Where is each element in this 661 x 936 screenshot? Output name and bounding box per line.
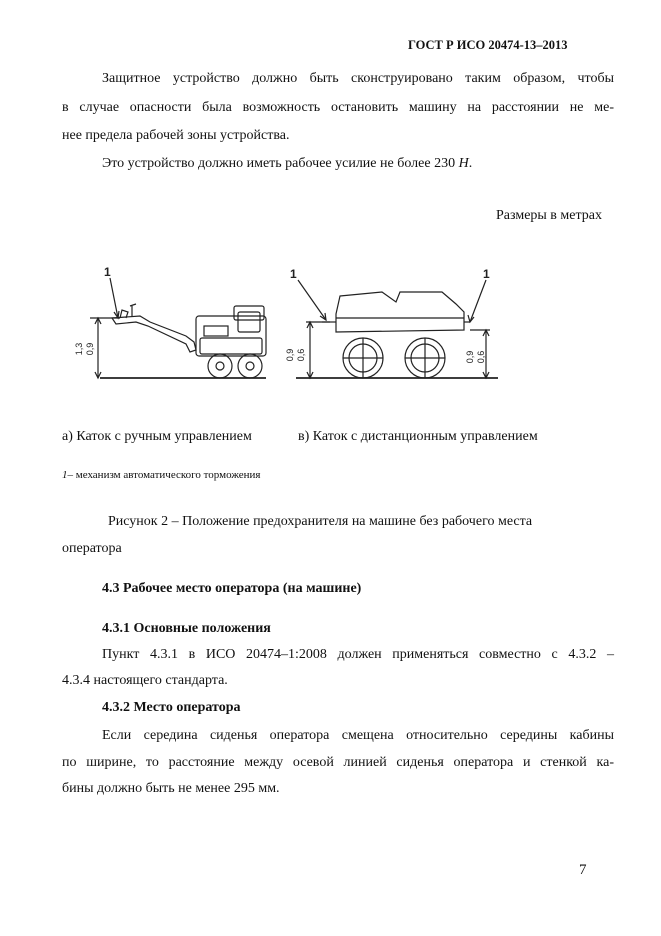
- paragraph-line: бины должно быть не менее 295 мм.: [62, 781, 280, 796]
- section-heading: 4.3 Рабочее место оператора (на машине): [102, 581, 362, 596]
- figure-title-cont: оператора: [62, 541, 122, 556]
- callout-label: 1: [104, 265, 111, 279]
- hand-roller: [112, 304, 266, 378]
- force-requirement: [102, 156, 472, 172]
- caption-a: а) Каток с ручным управлением: [62, 429, 252, 444]
- callout-label: 1: [290, 267, 297, 281]
- dimension-label: 1,3: [74, 342, 84, 356]
- dimension-label: 0,6: [476, 350, 486, 364]
- paragraph-line: Защитное устройство должно быть сконструировано таким образом, чтобы: [102, 71, 614, 86]
- legend-text: – механизм автоматического торможения: [67, 469, 261, 481]
- paragraph-line: 4.3.4 настоящего стандарта.: [62, 673, 228, 688]
- callout-arrow: [298, 280, 326, 320]
- legend-number: 1: [62, 469, 68, 481]
- force-text: Это устройство должно иметь рабочее усилие не более 230: [102, 156, 459, 171]
- subsection-heading: 4.3.2 Место оператора: [102, 700, 241, 715]
- figure-title: Рисунок 2 – Положение предохранителя на машине без рабочего места: [108, 514, 533, 529]
- dimension-label: 0,9: [285, 348, 295, 362]
- subsection-heading: 4.3.1 Основные положения: [102, 621, 271, 636]
- force-suffix: .: [468, 156, 473, 171]
- dimension-label: 0,9: [85, 342, 95, 356]
- callout-arrow: [468, 280, 486, 322]
- callout-label: 1: [483, 267, 490, 281]
- paragraph-line: Если середина сиденья оператора смещена относительно середины кабины: [102, 728, 614, 743]
- middle-dimension: [306, 322, 330, 378]
- caption-b: в) Каток с дистанционным управлением: [298, 429, 538, 444]
- force-unit: Н: [458, 156, 469, 171]
- dimension-label: 0,9: [465, 350, 475, 364]
- dimension-label: 0,6: [296, 348, 306, 362]
- figure-legend: [62, 469, 261, 481]
- paragraph-line: нее предела рабочей зоны устройства.: [62, 128, 290, 143]
- dimensions-note: Размеры в метрах: [496, 208, 602, 223]
- paragraph-line: в случае опасности была возможность остановить машину на расстоянии не ме-: [62, 100, 614, 115]
- page-number: 7: [579, 862, 587, 878]
- paragraph-line: по ширине, то расстояние между осевой линией сиденья оператора и стенкой ка-: [62, 755, 614, 770]
- paragraph-line: Пункт 4.3.1 в ИСО 20474–1:2008 должен применяться совместно с 4.3.2 –: [102, 647, 614, 662]
- figure-drawing: [0, 255, 661, 395]
- remote-roller: [322, 292, 470, 378]
- callout-arrow: [110, 278, 119, 318]
- document-header: ГОСТ Р ИСО 20474-13–2013: [408, 38, 568, 52]
